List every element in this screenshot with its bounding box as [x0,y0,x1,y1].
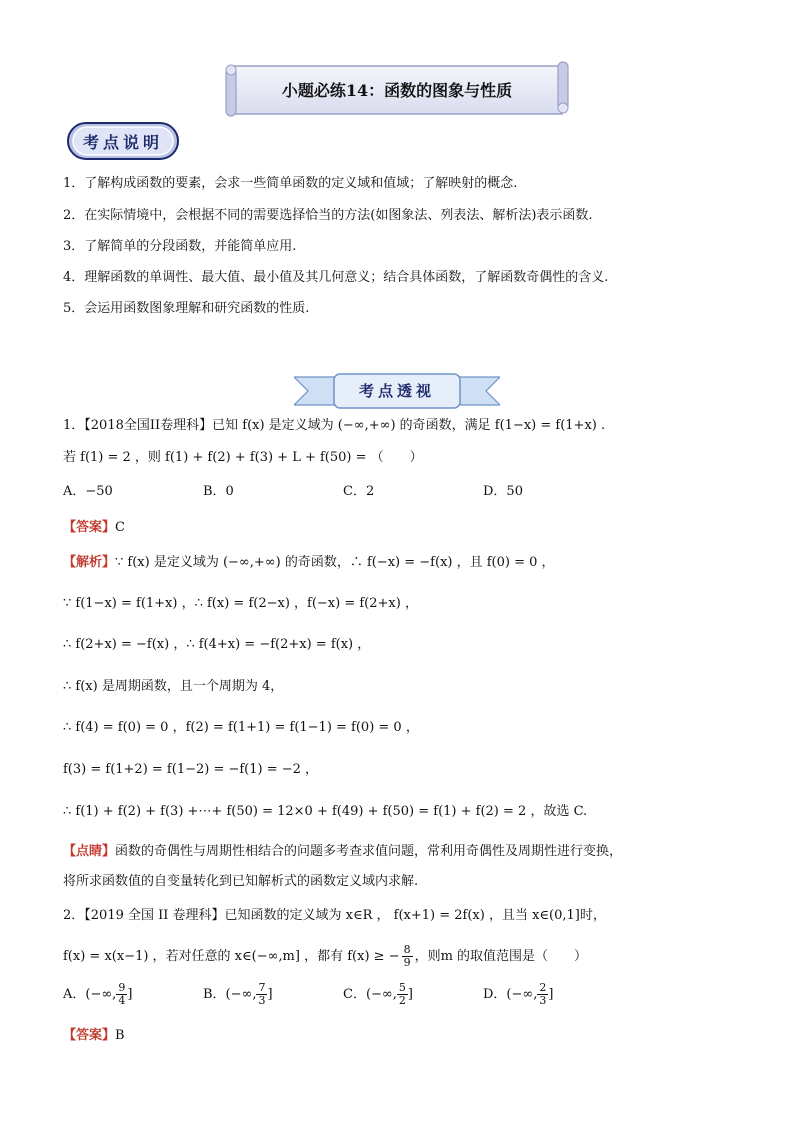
choice-close: ] [127,987,133,1002]
choice-b: B．0 [203,484,234,499]
objective-item: 5．会运用函数图象理解和研究函数的性质. [63,301,310,316]
section-badge-analysis [294,373,500,409]
choice-label: D．(−∞, [483,987,538,1002]
question-1-stem: 1．【2018全国II卷理科】已知 f(x) 是定义域为 (−∞,+∞) 的奇函数，满足 f(1−x) = f(1+x) . [63,418,606,433]
analysis-step: ∴ f(4) = f(0) = 0 ，f(2) = f(1+1) = f(1−1) = f(0) = 0 ， [63,720,419,735]
stem-text: ，则m 的取值范围是（ ） [414,949,588,964]
analysis-step: f(3) = f(1+2) = f(1−2) = −f(1) = −2 ， [63,762,319,777]
choice-close: ] [407,987,413,1002]
answer-value: C [115,520,125,535]
title-banner [222,58,572,120]
choice-c [343,982,413,1007]
choice-close: ] [548,987,554,1002]
choice-d: D．50 [483,484,523,499]
analysis-tag: 【解析】 [63,555,116,570]
comment-tag: 【点睛】 [63,844,116,859]
choice-a: A．−50 [63,484,113,499]
objective-item: 4．理解函数的单调性、最大值、最小值及其几何意义；结合具体函数，了解函数奇偶性的含义. [63,270,609,285]
fraction [402,944,413,969]
choice-label: A．(−∞, [63,987,117,1002]
objective-item: 3．了解简单的分段函数，并能简单应用. [63,239,297,254]
fraction [116,982,127,1007]
section-badge-explanation [66,121,180,161]
choice-b [203,982,273,1007]
fraction-denominator: 9 [403,956,411,969]
objective-item: 2．在实际情境中，会根据不同的需要选择恰当的方法(如图象法、列表法、解析法)表示函数. [63,208,593,223]
choice-label: B．(−∞, [203,987,257,1002]
answer-line-2 [63,1024,125,1043]
fraction [537,982,548,1007]
section-badge-label: 考点说明 [82,133,163,152]
fraction [397,982,408,1007]
fraction-denominator: 2 [398,994,406,1007]
answer-tag: 【答案】 [63,1028,116,1043]
comment-line [63,840,622,859]
fraction-numerator: 9 [118,981,126,994]
fraction-numerator: 8 [403,943,411,956]
analysis-step: ∴ f(2+x) = −f(x) ，∴ f(4+x) = −f(2+x) = f(x) ， [63,637,371,652]
analysis-line [63,551,555,570]
answer-line [63,516,125,535]
fraction [256,982,267,1007]
fraction-numerator: 2 [539,981,547,994]
analysis-step: ∵ f(1−x) = f(1+x) ，∴ f(x) = f(2−x) ，f(−x) = f(2+x) ， [63,596,418,611]
fraction-denominator: 3 [539,994,547,1007]
analysis-text: ∵ f(x) 是定义域为 (−∞,+∞) 的奇函数，∴ f(−x) = −f(x) ，且 f(0) = 0 ， [115,555,555,570]
question-1-stem-cont: 若 f(1) = 2 ，则 f(1) + f(2) + f(3) + L + f(50) = （ ） [63,450,423,465]
question-2-stem: 2．【2019 全国 II 卷理科】已知函数的定义域为 x∈R ， f(x+1) = 2f(x) ，且当 x∈(0,1]时， [63,908,606,923]
answer-tag: 【答案】 [63,520,116,535]
objective-item: 1．了解构成函数的要素，会求一些简单函数的定义域和值域；了解映射的概念. [63,176,518,191]
choice-a [63,982,132,1007]
analysis-step: ∴ f(1) + f(2) + f(3) +⋯+ f(50) = 12×0 + f(49) + f(50) = f(1) + f(2) = 2 ，故选 C. [63,804,588,819]
choice-close: ] [267,987,273,1002]
answer-value: B [115,1028,125,1043]
stem-text: f(x) = x(x−1) ，若对任意的 x∈(−∞,m] ，都有 f(x) ≥ − [63,949,400,964]
section-badge-label: 考点透视 [358,382,435,400]
fraction-denominator: 3 [258,994,266,1007]
fraction-numerator: 7 [258,981,266,994]
page-title: 小题必练14：函数的图象与性质 [281,81,513,100]
question-2-stem-cont [63,944,587,969]
choice-d [483,982,553,1007]
fraction-numerator: 5 [398,981,406,994]
analysis-step: ∴ f(x) 是周期函数，且一个周期为 4， [63,679,284,694]
comment-text: 函数的奇偶性与周期性相结合的问题多考查求值问题，常利用奇偶性及周期性进行变换， [115,844,623,859]
choice-label: C．(−∞, [343,987,397,1002]
comment-line-cont: 将所求函数值的自变量转化到已知解析式的函数定义域内求解. [63,874,419,889]
fraction-denominator: 4 [118,994,126,1007]
choice-c: C．2 [343,484,375,499]
